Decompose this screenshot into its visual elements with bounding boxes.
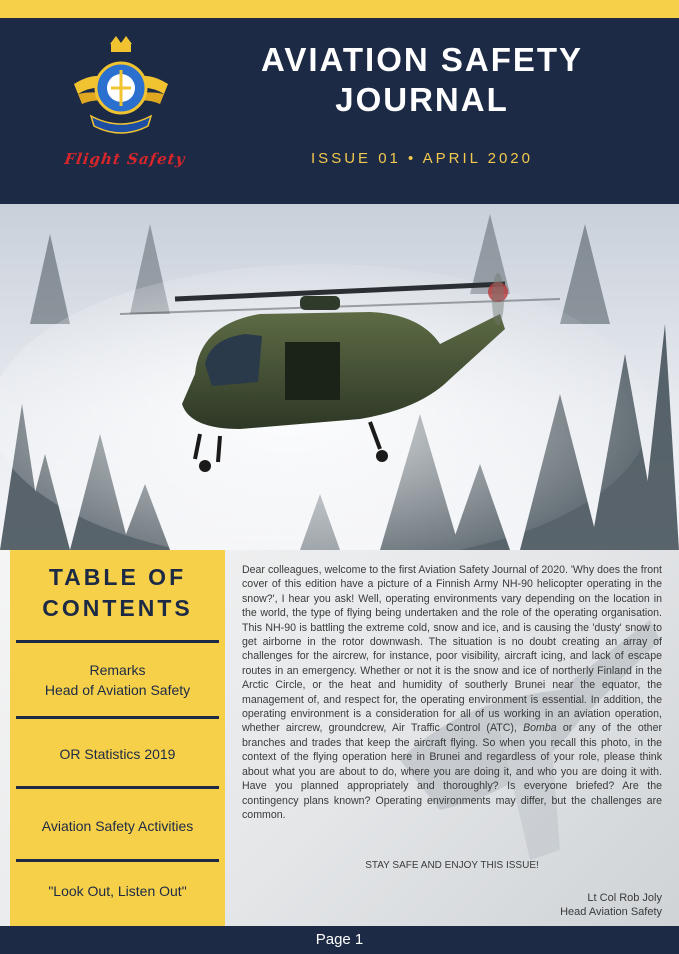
- issue-date: ISSUE 01 • APRIL 2020: [311, 150, 533, 167]
- signature-title: Head Aviation Safety: [560, 906, 662, 918]
- cover-photo-helicopter-in-snow: [0, 204, 679, 550]
- toc-divider: [16, 716, 219, 719]
- letter-body-part-1: Dear colleagues, welcome to the first Aviation Safety Journal of 2020. 'Why does the front cover of this edition have a picture of a Finnish Army NH-90 helicopter operating in the snow?', I hear you ask! Well, operating environments vary depending on the location in the world, the type of flying being undertaken and the role of the operating organisation. This NH-90 is battling the extreme cold, snow and ice, and is causing the 'dusty' snow to get airborne in the rotor downwash. The situation is no doubt creating an array of challenges for the aircrew, for instance, poor visibility, aircraft icing, and lack of escape routes in an emergency. Whether or not it is the snow and ice of northerly Finland in the Arctic Circle, or the heat and humidity of southerly Brunei near the equator, the management of, and respect for, the operating environment is essential. In addition, the operating environment is a consideration for all of us working in an aviation operation, whether aircrew, groundcrew, Air Traffic Control (ATC),: [242, 564, 662, 735]
- toc-heading-line-1: TABLE OF: [48, 564, 187, 590]
- toc-item-label: OR Statistics 2019: [59, 746, 176, 762]
- toc-item-label: "Look Out, Listen Out": [48, 883, 187, 899]
- title-line-2: JOURNAL: [335, 81, 509, 118]
- footer-bar: [0, 926, 679, 954]
- toc-item-remarks[interactable]: [10, 660, 225, 700]
- toc-heading: [10, 562, 225, 624]
- toc-item-label: Aviation Safety Activities: [41, 818, 194, 834]
- journal-title: [232, 40, 612, 120]
- page-number: Page 1: [315, 931, 364, 948]
- toc-item-or-statistics[interactable]: [10, 744, 225, 764]
- toc-heading-line-2: CONTENTS: [42, 595, 193, 621]
- signature-name: Lt Col Rob Joly: [587, 892, 662, 904]
- toc-item-safety-activities[interactable]: [10, 816, 225, 836]
- toc-divider: [16, 640, 219, 643]
- toc-item-label: Remarks: [89, 662, 146, 678]
- letter-body-italic-term: Bomba: [523, 722, 557, 735]
- toc-divider: [16, 859, 219, 862]
- crest-scroll: [91, 116, 151, 133]
- signature-block: [440, 891, 662, 919]
- table-of-contents: [10, 550, 225, 926]
- editorial-letter: [242, 563, 662, 822]
- logo-caption: Flight Safety: [63, 150, 187, 168]
- crest-crown: [110, 36, 132, 52]
- toc-item-sublabel: Head of Aviation Safety: [44, 682, 191, 698]
- toc-item-look-out-listen-out[interactable]: [10, 881, 225, 901]
- toc-divider: [16, 786, 219, 789]
- title-line-1: AVIATION SAFETY: [260, 41, 584, 78]
- letter-body-part-2: or any of the other branches and trades that keep the aircraft flying. So when you recall this photo, in the context of the flying operation here in Brunei and regardless of your role, please think about what you are about to do, where you are doing it, and who you are doing it with. Have you planned appropriately and thoroughly? Is everyone briefed? Are the contingency plans known? Operating environments may differ, but the challenges are common.: [242, 722, 662, 821]
- closing-line: STAY SAFE AND ENJOY THIS ISSUE!: [365, 860, 539, 871]
- top-accent-bar: [0, 0, 679, 18]
- air-force-crest-icon: [66, 34, 176, 144]
